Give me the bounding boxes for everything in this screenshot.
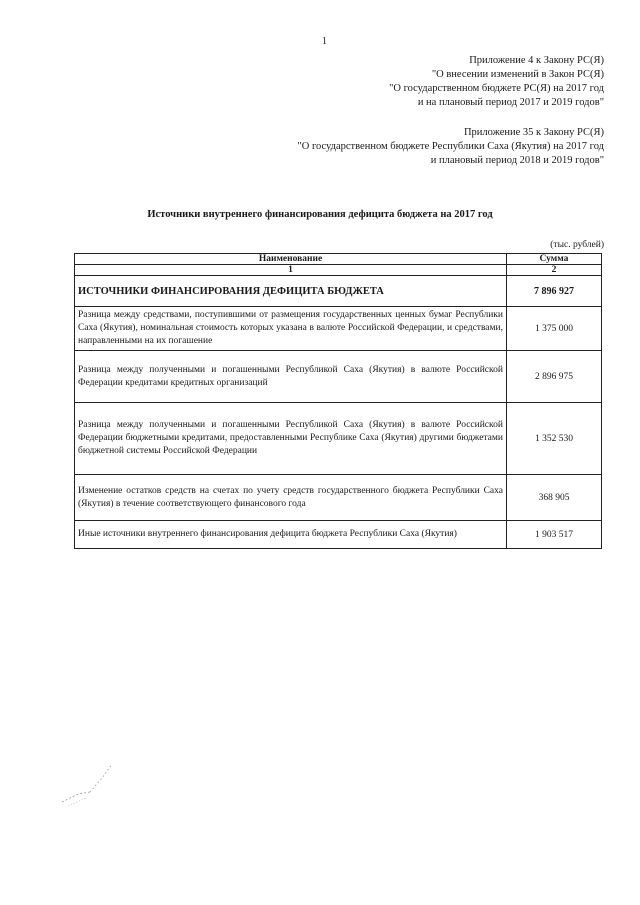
attachment-reference-1 <box>389 54 604 110</box>
row-amount: 1 352 530 <box>507 403 602 475</box>
attachment-1-line: "О внесении изменений в Закон РС(Я) <box>431 69 604 80</box>
table-row <box>75 307 602 351</box>
units-label: (тыс. рублей) <box>550 240 604 250</box>
table-header-row <box>75 254 602 265</box>
column-number-1: 1 <box>75 265 507 276</box>
row-name: Разница между полученными и погашенными Республикой Саха (Якутия) в валюте Российской Федерации бюджетными кредитами, предоставленными Республике Саха (Якутия) другими бюджетами бюджетной системы Российской Федерации <box>75 403 507 475</box>
attachment-2-line: Приложение 35 к Закону РС(Я) <box>463 127 604 138</box>
handwritten-marks <box>60 752 130 812</box>
row-amount: 1 903 517 <box>507 521 602 549</box>
document-title: Источники внутреннего финансирования дефицита бюджета на 2017 год <box>147 209 493 220</box>
row-amount: 7 896 927 <box>507 276 602 307</box>
budget-sources-table <box>74 253 602 549</box>
attachment-1-line: и на плановый период 2017 и 2019 годов" <box>417 97 604 108</box>
row-amount: 368 905 <box>507 475 602 521</box>
table-row <box>75 276 602 307</box>
attachment-1-line: "О государственном бюджете РС(Я) на 2017 год <box>389 83 604 94</box>
row-amount: 1 375 000 <box>507 307 602 351</box>
attachment-2-line: "О государственном бюджете Республики Саха (Якутия) на 2017 год <box>297 141 604 152</box>
table-row <box>75 403 602 475</box>
row-amount: 2 896 975 <box>507 351 602 403</box>
row-name: Разница между средствами, поступившими от размещения государственных ценных бумаг Республики Саха (Якутия), номинальная стоимость которых указана в валюте Российской Федерации, и средствами, направленными на их погашение <box>75 307 507 351</box>
header-amount: Сумма <box>507 254 602 265</box>
column-number-2: 2 <box>507 265 602 276</box>
table-row <box>75 521 602 549</box>
row-name: Изменение остатков средств на счетах по учету средств государственного бюджета Республики Саха (Якутия) в течение соответствующего финансового года <box>75 475 507 521</box>
header-name: Наименование <box>75 254 507 265</box>
row-name: Иные источники внутреннего финансирования дефицита бюджета Республики Саха (Якутия) <box>75 521 507 549</box>
table-row <box>75 351 602 403</box>
table-row <box>75 475 602 521</box>
row-name: ИСТОЧНИКИ ФИНАНСИРОВАНИЯ ДЕФИЦИТА БЮДЖЕТА <box>75 276 507 307</box>
attachment-2-line: и плановый период 2018 и 2019 годов" <box>430 155 604 166</box>
column-number-row <box>75 265 602 276</box>
attachment-reference-2 <box>297 126 604 168</box>
attachment-1-line: Приложение 4 к Закону РС(Я) <box>469 55 604 66</box>
row-name: Разница между полученными и погашенными Республикой Саха (Якутия) в валюте Российской Федерации кредитами кредитных организаций <box>75 351 507 403</box>
page-number: 1 <box>322 36 327 47</box>
